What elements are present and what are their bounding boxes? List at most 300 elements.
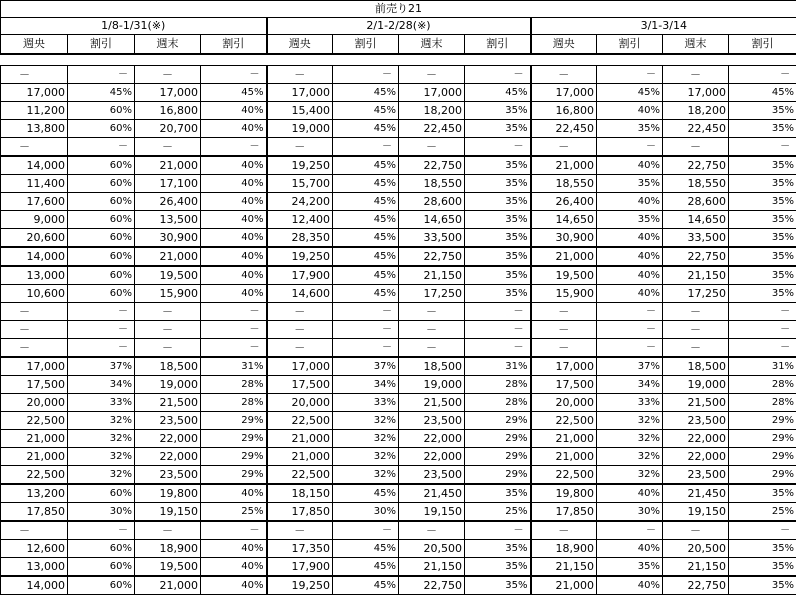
cell-p1-weekend-fare: 17,100	[135, 175, 201, 193]
cell-p3-weekday-discount: 37%	[597, 357, 663, 376]
cell-p3-weekday-fare: 14,650	[531, 211, 597, 229]
cell-p3-weekend-discount: －	[729, 66, 796, 84]
period-header-3: 3/1-3/14	[531, 18, 796, 35]
cell-p3-weekend-discount: －	[729, 521, 796, 540]
cell-p1-weekday-fare: 10,600	[1, 285, 68, 303]
cell-p2-weekday-discount: 45%	[333, 576, 399, 595]
cell-p2-weekend-discount: 45%	[465, 84, 531, 102]
cell-p3-weekend-fare: 23,500	[663, 466, 729, 485]
cell-p2-weekday-fare: 14,600	[267, 285, 333, 303]
cell-p1-weekend-fare: 26,400	[135, 193, 201, 211]
col-header-weekend: 週末	[135, 35, 201, 55]
cell-p3-weekend-fare: 18,500	[663, 357, 729, 376]
cell-p1-weekend-discount: 40%	[201, 193, 267, 211]
cell-p1-weekday-discount: 60%	[68, 229, 135, 248]
cell-p1-weekend-fare: 13,500	[135, 211, 201, 229]
cell-p1-weekday-discount: －	[68, 339, 135, 358]
cell-p1-weekend-fare: －	[135, 138, 201, 157]
cell-p3-weekend-fare: 17,000	[663, 84, 729, 102]
cell-p3-weekday-discount: －	[597, 321, 663, 339]
cell-p3-weekend-fare: 18,200	[663, 102, 729, 120]
cell-p2-weekday-fare: 15,700	[267, 175, 333, 193]
cell-p2-weekend-fare: 18,550	[399, 175, 465, 193]
cell-p1-weekday-fare: 14,000	[1, 576, 68, 595]
cell-p3-weekday-fare: 21,150	[531, 558, 597, 577]
cell-p2-weekday-discount: 45%	[333, 266, 399, 285]
cell-p1-weekend-discount: 40%	[201, 540, 267, 558]
cell-p2-weekend-discount: 29%	[465, 448, 531, 466]
table-row	[1, 156, 796, 175]
cell-p1-weekend-discount: 40%	[201, 247, 267, 266]
cell-p1-weekday-fare: 9,000	[1, 211, 68, 229]
cell-p1-weekday-discount: －	[68, 521, 135, 540]
cell-p3-weekend-fare: 14,650	[663, 211, 729, 229]
cell-p2-weekday-discount: 45%	[333, 193, 399, 211]
cell-p2-weekend-fare: 17,000	[399, 84, 465, 102]
cell-p1-weekend-discount: 40%	[201, 229, 267, 248]
cell-p2-weekday-fare: －	[267, 339, 333, 358]
cell-p3-weekday-fare: 21,000	[531, 430, 597, 448]
cell-p2-weekend-fare: 22,750	[399, 576, 465, 595]
cell-p1-weekday-fare: 11,200	[1, 102, 68, 120]
cell-p2-weekday-discount: 32%	[333, 466, 399, 485]
cell-p1-weekend-fare: 18,500	[135, 357, 201, 376]
cell-p2-weekend-discount: 35%	[465, 285, 531, 303]
cell-p1-weekend-fare: 22,000	[135, 448, 201, 466]
cell-p1-weekday-discount: 34%	[68, 376, 135, 394]
cell-p3-weekend-fare: 22,750	[663, 247, 729, 266]
cell-p1-weekend-fare: 19,500	[135, 558, 201, 577]
cell-p3-weekday-discount: 40%	[597, 102, 663, 120]
cell-p2-weekday-fare: 17,350	[267, 540, 333, 558]
cell-p1-weekday-fare: 20,000	[1, 394, 68, 412]
cell-p3-weekend-fare: 22,750	[663, 156, 729, 175]
table-row	[1, 66, 796, 84]
cell-p1-weekday-discount: 60%	[68, 285, 135, 303]
cell-p2-weekend-fare: 23,500	[399, 466, 465, 485]
cell-p2-weekday-discount: 45%	[333, 229, 399, 248]
cell-p3-weekend-fare: －	[663, 521, 729, 540]
cell-p1-weekday-fare: 17,500	[1, 376, 68, 394]
cell-p2-weekend-discount: 35%	[465, 540, 531, 558]
cell-p1-weekend-fare: 22,000	[135, 430, 201, 448]
cell-p3-weekend-fare: 18,550	[663, 175, 729, 193]
cell-p3-weekend-fare: 22,000	[663, 430, 729, 448]
cell-p2-weekend-discount: －	[465, 66, 531, 84]
cell-p3-weekend-discount: 35%	[729, 558, 796, 577]
cell-p3-weekday-discount: －	[597, 339, 663, 358]
col-header-discount: 割引	[729, 35, 796, 55]
cell-p1-weekend-discount: －	[201, 303, 267, 321]
spacer-row	[1, 54, 796, 66]
table-body	[1, 54, 796, 595]
cell-p3-weekday-fare: 22,450	[531, 120, 597, 138]
cell-p1-weekend-discount: 28%	[201, 376, 267, 394]
cell-p3-weekend-fare: 21,150	[663, 558, 729, 577]
col-header-weekend: 週末	[663, 35, 729, 55]
cell-p1-weekday-discount: 60%	[68, 156, 135, 175]
cell-p2-weekday-discount: －	[333, 66, 399, 84]
cell-p1-weekday-fare: 21,000	[1, 430, 68, 448]
cell-p1-weekend-discount: 40%	[201, 558, 267, 577]
table-row	[1, 193, 796, 211]
cell-p1-weekday-discount: 60%	[68, 266, 135, 285]
cell-p1-weekday-fare: 11,400	[1, 175, 68, 193]
table-row	[1, 102, 796, 120]
cell-p2-weekday-discount: 45%	[333, 84, 399, 102]
cell-p3-weekday-fare: 21,000	[531, 448, 597, 466]
cell-p2-weekday-fare: 19,250	[267, 576, 333, 595]
cell-p1-weekday-discount: 32%	[68, 412, 135, 430]
cell-p1-weekend-discount: 31%	[201, 357, 267, 376]
cell-p3-weekday-discount: 40%	[597, 193, 663, 211]
cell-p1-weekend-fare: －	[135, 66, 201, 84]
table-row	[1, 84, 796, 102]
cell-p1-weekend-discount: 40%	[201, 156, 267, 175]
col-header-weekday: 週央	[531, 35, 597, 55]
col-header-weekday: 週央	[267, 35, 333, 55]
cell-p2-weekday-discount: 32%	[333, 430, 399, 448]
cell-p1-weekday-fare: 14,000	[1, 247, 68, 266]
cell-p3-weekend-fare: －	[663, 339, 729, 358]
cell-p3-weekend-discount: －	[729, 303, 796, 321]
table-row	[1, 247, 796, 266]
cell-p3-weekend-discount: －	[729, 339, 796, 358]
cell-p3-weekend-fare: 19,150	[663, 503, 729, 522]
cell-p2-weekday-discount: －	[333, 521, 399, 540]
cell-p3-weekend-discount: 29%	[729, 448, 796, 466]
cell-p3-weekend-discount: 35%	[729, 576, 796, 595]
cell-p3-weekend-discount: 35%	[729, 120, 796, 138]
cell-p2-weekend-discount: 25%	[465, 503, 531, 522]
cell-p3-weekday-discount: －	[597, 303, 663, 321]
cell-p3-weekday-fare: 22,500	[531, 412, 597, 430]
cell-p1-weekday-fare: 17,600	[1, 193, 68, 211]
cell-p3-weekend-discount: 29%	[729, 466, 796, 485]
table-row	[1, 138, 796, 157]
cell-p2-weekday-discount: 32%	[333, 412, 399, 430]
cell-p3-weekday-discount: 40%	[597, 229, 663, 248]
cell-p2-weekend-fare: 23,500	[399, 412, 465, 430]
cell-p3-weekday-fare: 20,000	[531, 394, 597, 412]
cell-p2-weekday-fare: 17,500	[267, 376, 333, 394]
cell-p1-weekday-discount: 60%	[68, 484, 135, 503]
cell-p3-weekend-fare: －	[663, 66, 729, 84]
cell-p3-weekend-discount: 29%	[729, 430, 796, 448]
cell-p2-weekend-discount: 35%	[465, 120, 531, 138]
cell-p1-weekend-fare: －	[135, 321, 201, 339]
cell-p2-weekday-discount: 32%	[333, 448, 399, 466]
cell-p3-weekday-discount: －	[597, 66, 663, 84]
cell-p2-weekend-discount: 31%	[465, 357, 531, 376]
cell-p1-weekend-discount: 29%	[201, 448, 267, 466]
cell-p3-weekend-discount: 35%	[729, 102, 796, 120]
cell-p1-weekend-fare: 19,000	[135, 376, 201, 394]
cell-p2-weekday-discount: 45%	[333, 120, 399, 138]
cell-p3-weekday-discount: 35%	[597, 175, 663, 193]
cell-p3-weekday-fare: 21,000	[531, 576, 597, 595]
cell-p2-weekend-discount: 35%	[465, 266, 531, 285]
col-header-discount: 割引	[465, 35, 531, 55]
cell-p2-weekend-discount: 35%	[465, 558, 531, 577]
cell-p3-weekday-fare: 30,900	[531, 229, 597, 248]
cell-p2-weekend-fare: 19,000	[399, 376, 465, 394]
table-row	[1, 394, 796, 412]
cell-p1-weekday-discount: 32%	[68, 430, 135, 448]
cell-p2-weekday-discount: 45%	[333, 211, 399, 229]
cell-p1-weekday-discount: 60%	[68, 540, 135, 558]
cell-p2-weekend-fare: 22,450	[399, 120, 465, 138]
cell-p2-weekend-discount: 29%	[465, 430, 531, 448]
cell-p3-weekday-discount: 33%	[597, 394, 663, 412]
cell-p3-weekday-discount: 40%	[597, 285, 663, 303]
cell-p1-weekend-discount: 40%	[201, 175, 267, 193]
cell-p3-weekend-discount: 35%	[729, 247, 796, 266]
cell-p3-weekend-fare: 33,500	[663, 229, 729, 248]
cell-p1-weekday-discount: 60%	[68, 211, 135, 229]
cell-p1-weekend-fare: 21,000	[135, 576, 201, 595]
cell-p3-weekend-fare: 28,600	[663, 193, 729, 211]
cell-p2-weekday-discount: 33%	[333, 394, 399, 412]
cell-p3-weekend-fare: 17,250	[663, 285, 729, 303]
cell-p3-weekday-fare: 17,850	[531, 503, 597, 522]
cell-p2-weekday-fare: 15,400	[267, 102, 333, 120]
cell-p2-weekend-fare: 22,000	[399, 448, 465, 466]
cell-p2-weekday-fare: －	[267, 303, 333, 321]
cell-p1-weekday-discount: －	[68, 303, 135, 321]
cell-p2-weekday-discount: 45%	[333, 175, 399, 193]
cell-p1-weekday-fare: 13,000	[1, 558, 68, 577]
cell-p1-weekend-discount: 45%	[201, 84, 267, 102]
cell-p1-weekday-fare: 22,500	[1, 412, 68, 430]
cell-p1-weekday-fare: 12,600	[1, 540, 68, 558]
table-row	[1, 120, 796, 138]
cell-p3-weekend-discount: －	[729, 138, 796, 157]
cell-p1-weekend-discount: 29%	[201, 430, 267, 448]
cell-p1-weekend-discount: －	[201, 521, 267, 540]
cell-p3-weekday-fare: 26,400	[531, 193, 597, 211]
cell-p3-weekend-fare: －	[663, 321, 729, 339]
cell-p2-weekend-fare: 21,450	[399, 484, 465, 503]
table-row	[1, 321, 796, 339]
cell-p1-weekend-discount: 40%	[201, 102, 267, 120]
cell-p1-weekday-discount: 32%	[68, 466, 135, 485]
table-row	[1, 412, 796, 430]
col-header-weekend: 週末	[399, 35, 465, 55]
table-row	[1, 285, 796, 303]
cell-p1-weekday-fare: －	[1, 303, 68, 321]
cell-p1-weekend-discount: 28%	[201, 394, 267, 412]
cell-p2-weekend-discount: 35%	[465, 102, 531, 120]
cell-p2-weekend-fare: 19,150	[399, 503, 465, 522]
cell-p1-weekend-fare: 17,000	[135, 84, 201, 102]
cell-p1-weekend-fare: 21,000	[135, 156, 201, 175]
cell-p3-weekday-fare: 21,000	[531, 247, 597, 266]
cell-p3-weekday-discount: 35%	[597, 211, 663, 229]
cell-p3-weekend-fare: 23,500	[663, 412, 729, 430]
cell-p1-weekend-discount: －	[201, 66, 267, 84]
cell-p1-weekday-discount: －	[68, 321, 135, 339]
cell-p3-weekday-discount: 40%	[597, 156, 663, 175]
cell-p1-weekday-discount: 30%	[68, 503, 135, 522]
cell-p2-weekday-fare: 22,500	[267, 466, 333, 485]
cell-p3-weekday-fare: 18,900	[531, 540, 597, 558]
cell-p3-weekday-discount: 32%	[597, 412, 663, 430]
cell-p2-weekend-fare: 21,150	[399, 266, 465, 285]
cell-p2-weekend-fare: －	[399, 339, 465, 358]
cell-p1-weekday-discount: 60%	[68, 102, 135, 120]
cell-p2-weekend-fare: －	[399, 521, 465, 540]
cell-p3-weekend-discount: 35%	[729, 229, 796, 248]
cell-p2-weekend-fare: 20,500	[399, 540, 465, 558]
cell-p3-weekend-discount: 28%	[729, 394, 796, 412]
table-row	[1, 303, 796, 321]
cell-p2-weekend-fare: －	[399, 138, 465, 157]
cell-p1-weekend-fare: 16,800	[135, 102, 201, 120]
col-header-discount: 割引	[597, 35, 663, 55]
cell-p1-weekend-fare: 19,800	[135, 484, 201, 503]
cell-p2-weekday-fare: 17,000	[267, 357, 333, 376]
cell-p2-weekday-fare: 12,400	[267, 211, 333, 229]
cell-p3-weekend-discount: 28%	[729, 376, 796, 394]
cell-p1-weekend-fare: 21,000	[135, 247, 201, 266]
cell-p2-weekday-fare: 18,150	[267, 484, 333, 503]
cell-p2-weekday-fare: 20,000	[267, 394, 333, 412]
cell-p2-weekend-fare: －	[399, 321, 465, 339]
cell-p2-weekend-fare: －	[399, 66, 465, 84]
cell-p3-weekday-discount: 40%	[597, 540, 663, 558]
cell-p1-weekday-discount: 32%	[68, 448, 135, 466]
cell-p2-weekday-discount: 30%	[333, 503, 399, 522]
cell-p1-weekend-discount: －	[201, 138, 267, 157]
cell-p2-weekend-fare: 22,750	[399, 156, 465, 175]
cell-p3-weekday-discount: 32%	[597, 466, 663, 485]
cell-p1-weekday-discount: 45%	[68, 84, 135, 102]
cell-p3-weekday-fare: 18,550	[531, 175, 597, 193]
cell-p2-weekday-discount: －	[333, 138, 399, 157]
cell-p3-weekday-fare: 21,000	[531, 156, 597, 175]
cell-p1-weekday-fare: －	[1, 321, 68, 339]
cell-p2-weekday-discount: －	[333, 303, 399, 321]
col-header-discount: 割引	[201, 35, 267, 55]
cell-p2-weekday-discount: －	[333, 339, 399, 358]
cell-p3-weekend-fare: 21,500	[663, 394, 729, 412]
cell-p3-weekend-discount: 35%	[729, 211, 796, 229]
cell-p1-weekday-fare: 22,500	[1, 466, 68, 485]
cell-p3-weekday-fare: －	[531, 521, 597, 540]
col-header-discount: 割引	[68, 35, 135, 55]
cell-p3-weekday-discount: 35%	[597, 558, 663, 577]
cell-p2-weekend-fare: 21,500	[399, 394, 465, 412]
cell-p2-weekday-discount: 45%	[333, 484, 399, 503]
cell-p2-weekday-fare: －	[267, 521, 333, 540]
table-row	[1, 175, 796, 193]
cell-p3-weekend-discount: 25%	[729, 503, 796, 522]
cell-p2-weekday-fare: －	[267, 66, 333, 84]
cell-p1-weekday-discount: 60%	[68, 558, 135, 577]
table-row	[1, 430, 796, 448]
cell-p3-weekday-fare: 19,500	[531, 266, 597, 285]
cell-p3-weekend-discount: 35%	[729, 540, 796, 558]
cell-p3-weekday-fare: 15,900	[531, 285, 597, 303]
cell-p2-weekend-fare: 22,000	[399, 430, 465, 448]
cell-p2-weekend-discount: －	[465, 521, 531, 540]
cell-p1-weekday-fare: 13,000	[1, 266, 68, 285]
cell-p3-weekend-fare: 22,750	[663, 576, 729, 595]
cell-p3-weekend-fare: 20,500	[663, 540, 729, 558]
cell-p3-weekend-discount: 35%	[729, 193, 796, 211]
cell-p1-weekend-discount: 40%	[201, 211, 267, 229]
cell-p3-weekend-discount: 31%	[729, 357, 796, 376]
table-row	[1, 540, 796, 558]
cell-p3-weekday-fare: 17,000	[531, 357, 597, 376]
table-row	[1, 376, 796, 394]
cell-p3-weekday-discount: 40%	[597, 266, 663, 285]
cell-p1-weekend-fare: 23,500	[135, 466, 201, 485]
cell-p3-weekday-discount: 40%	[597, 484, 663, 503]
cell-p2-weekend-fare: 17,250	[399, 285, 465, 303]
cell-p2-weekend-discount: －	[465, 303, 531, 321]
period-header-1: 1/8-1/31(※)	[1, 18, 267, 35]
cell-p3-weekday-fare: －	[531, 321, 597, 339]
cell-p1-weekday-fare: －	[1, 521, 68, 540]
cell-p1-weekend-fare: 20,700	[135, 120, 201, 138]
cell-p2-weekday-fare: 19,000	[267, 120, 333, 138]
cell-p2-weekday-fare: 28,350	[267, 229, 333, 248]
cell-p1-weekend-discount: 29%	[201, 412, 267, 430]
cell-p3-weekend-fare: 21,150	[663, 266, 729, 285]
cell-p1-weekday-fare: 17,000	[1, 357, 68, 376]
cell-p3-weekday-fare: 17,000	[531, 84, 597, 102]
cell-p3-weekday-discount: 45%	[597, 84, 663, 102]
cell-p3-weekday-fare: －	[531, 138, 597, 157]
cell-p1-weekend-fare: 15,900	[135, 285, 201, 303]
cell-p2-weekend-discount: 35%	[465, 576, 531, 595]
cell-p2-weekday-fare: 17,850	[267, 503, 333, 522]
cell-p2-weekend-discount: 28%	[465, 394, 531, 412]
col-header-weekday: 週央	[1, 35, 68, 55]
cell-p3-weekend-discount: 45%	[729, 84, 796, 102]
cell-p1-weekend-fare: 21,500	[135, 394, 201, 412]
table-row	[1, 484, 796, 503]
cell-p2-weekday-discount: 37%	[333, 357, 399, 376]
cell-p1-weekday-fare: －	[1, 339, 68, 358]
cell-p1-weekday-fare: 13,800	[1, 120, 68, 138]
cell-p2-weekend-fare: 28,600	[399, 193, 465, 211]
cell-p1-weekday-fare: 13,200	[1, 484, 68, 503]
cell-p3-weekend-discount: －	[729, 321, 796, 339]
cell-p2-weekday-discount: 45%	[333, 102, 399, 120]
table-title: 前売り21	[1, 1, 796, 18]
cell-p1-weekday-fare: 14,000	[1, 156, 68, 175]
cell-p1-weekend-fare: 18,900	[135, 540, 201, 558]
cell-p2-weekday-fare: 19,250	[267, 156, 333, 175]
cell-p1-weekend-discount: 40%	[201, 266, 267, 285]
cell-p3-weekday-discount: －	[597, 521, 663, 540]
cell-p2-weekend-discount: －	[465, 339, 531, 358]
cell-p1-weekday-fare: 17,000	[1, 84, 68, 102]
table-row	[1, 576, 796, 595]
cell-p1-weekend-fare: －	[135, 303, 201, 321]
cell-p3-weekend-discount: 35%	[729, 266, 796, 285]
cell-p1-weekend-discount: 40%	[201, 576, 267, 595]
cell-p2-weekday-fare: 19,250	[267, 247, 333, 266]
cell-p2-weekday-fare: 17,900	[267, 558, 333, 577]
cell-p2-weekend-discount: 29%	[465, 466, 531, 485]
cell-p3-weekday-fare: 22,500	[531, 466, 597, 485]
cell-p2-weekday-fare: 24,200	[267, 193, 333, 211]
cell-p2-weekend-fare: －	[399, 303, 465, 321]
